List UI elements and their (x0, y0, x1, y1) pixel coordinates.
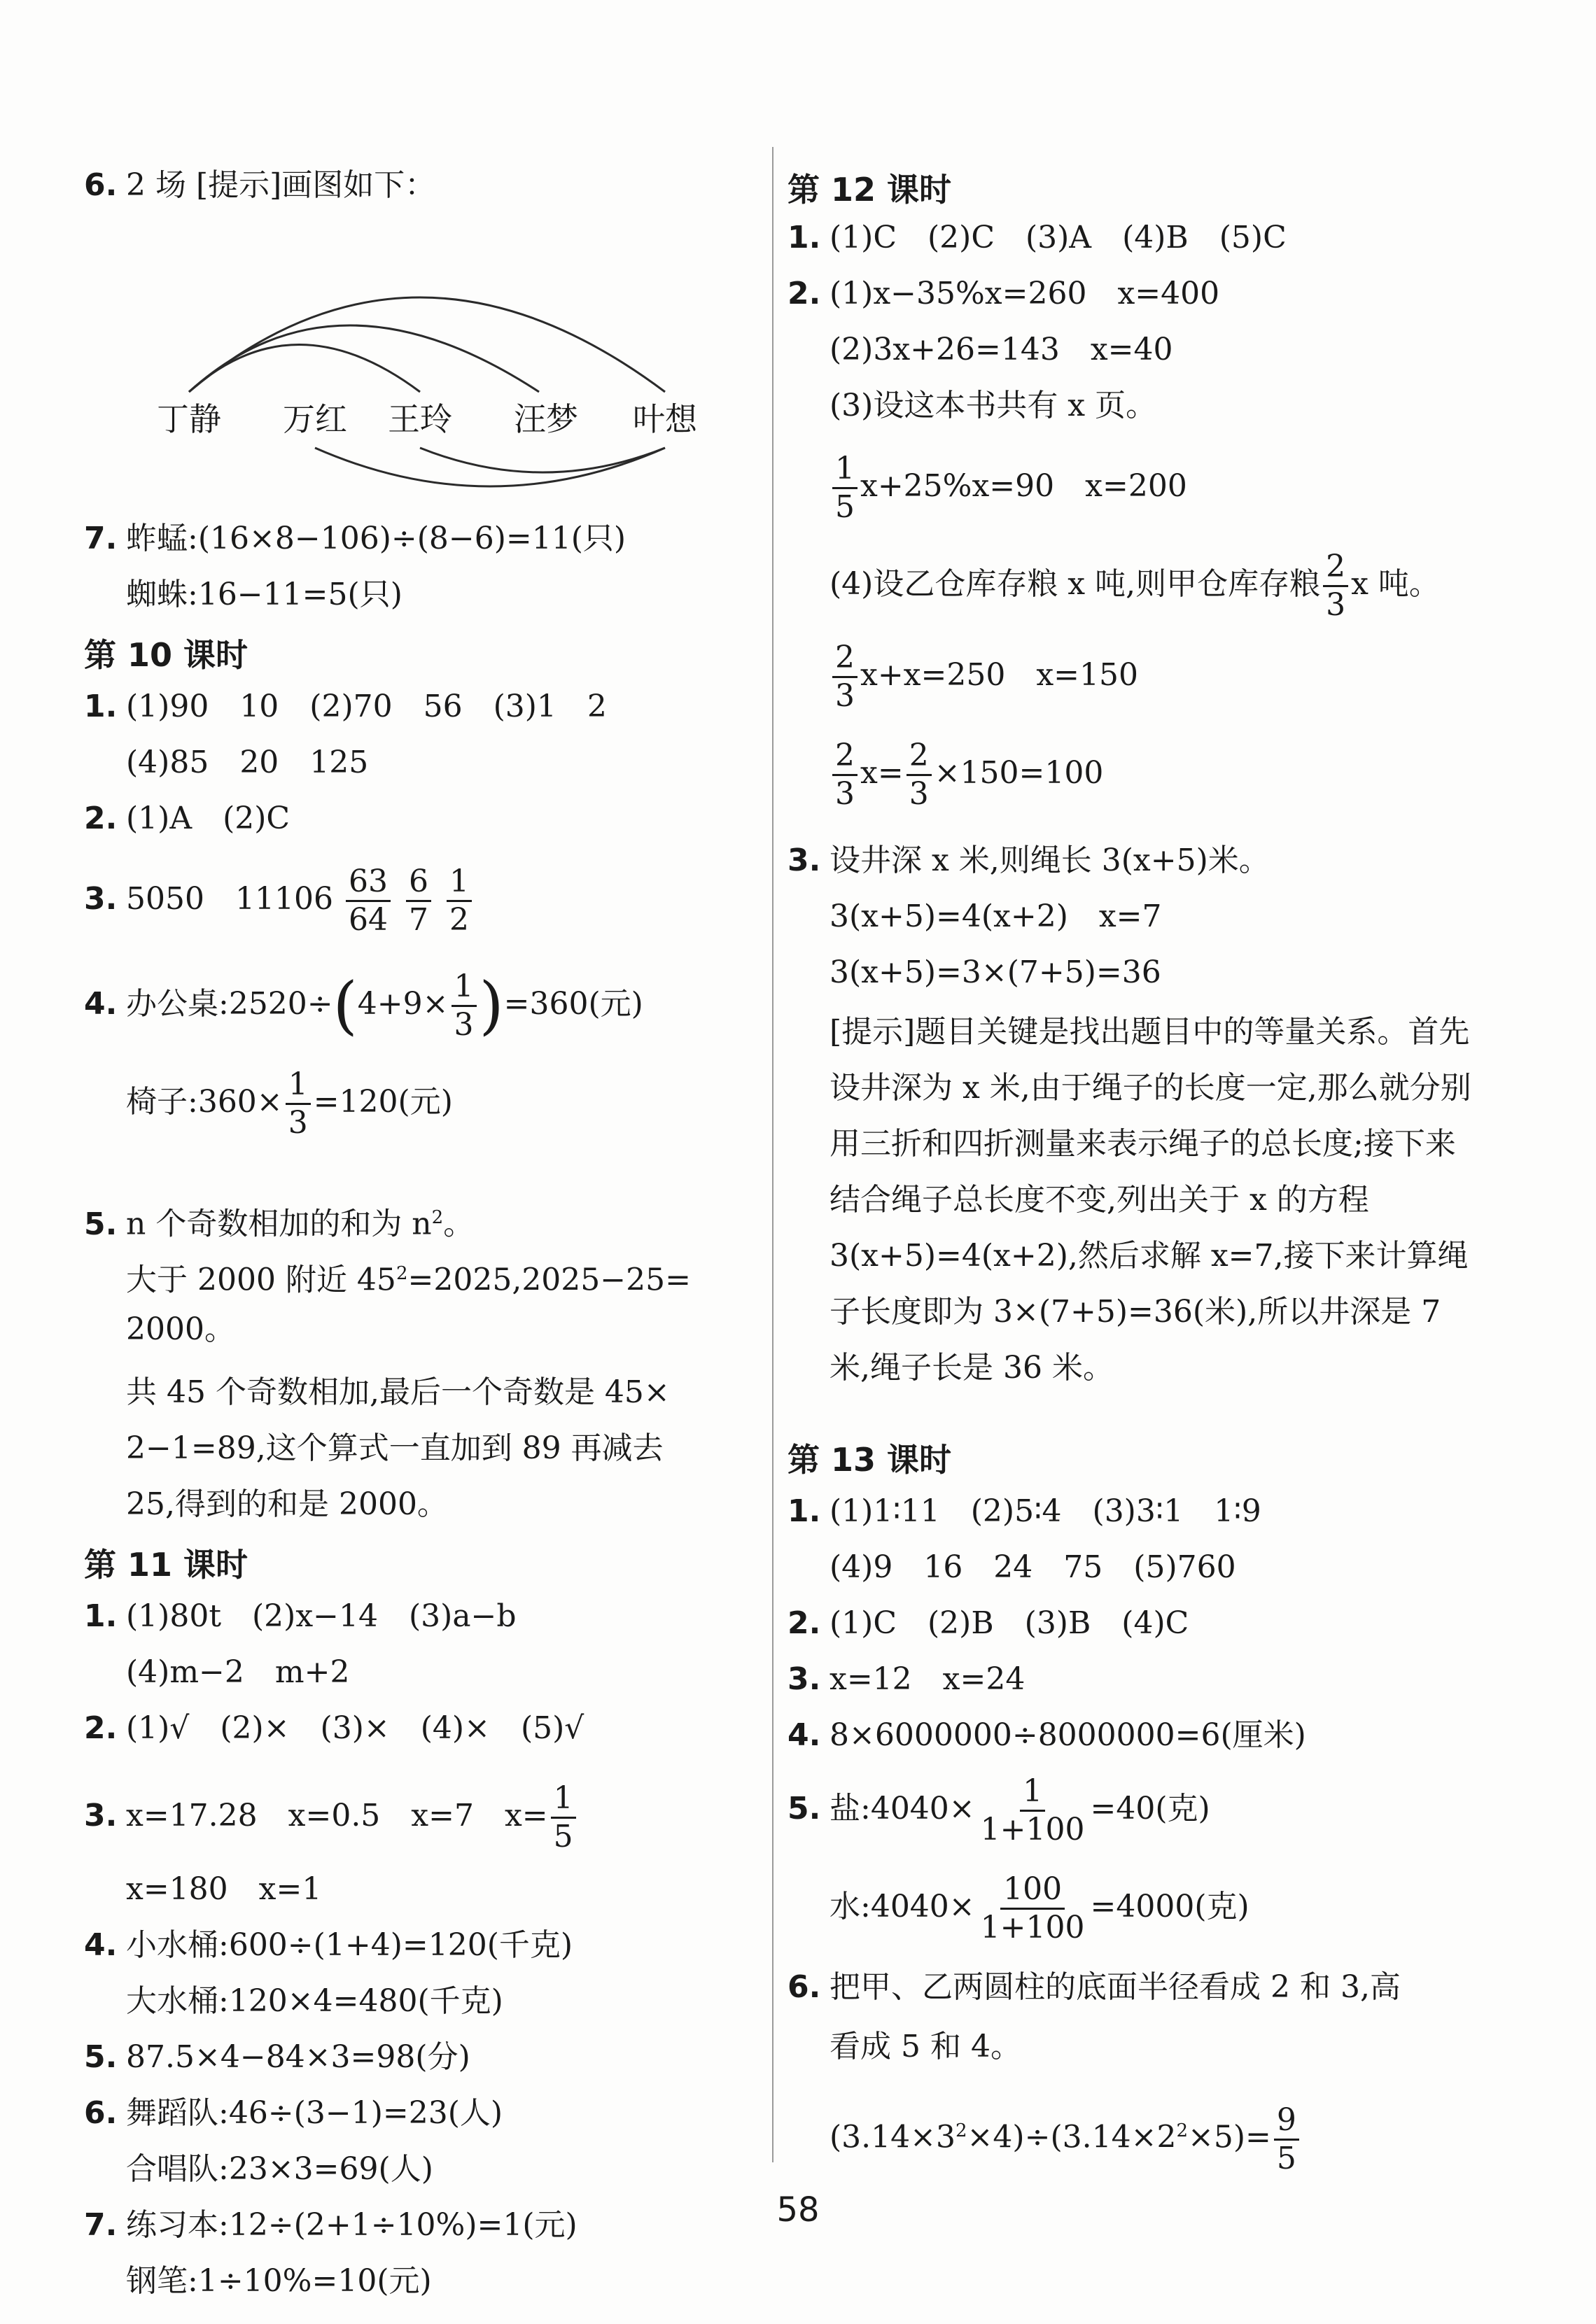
fraction: $\frac{1}{1+100}$ (980, 1773, 1085, 1847)
s10-q1: 1. (1)90 10 (2)70 56 (3)1 2 (84, 689, 607, 724)
s10-q5-line-f: 25,得到的和是 2000。 (126, 1486, 448, 1522)
s12-q3-line-c: 3(x+5)=3×(7+5)=36 (830, 955, 1161, 990)
s12-q2-line-c: (3)设这本书共有 x 页。 (830, 388, 1157, 423)
question-7: 7. 蚱蜢:(16×8−106)÷(8−6)=11(只) (84, 521, 626, 556)
s13-q6: 6. 把甲、乙两圆柱的底面半径看成 2 和 3,高 (788, 1969, 1401, 2005)
s13-q5: 5. 盐:4040× $\frac{1}{1+100}$ =40(克) (788, 1773, 1210, 1847)
section-13-title: 第 13 课时 (788, 1441, 952, 1479)
s12-q2-line-b: (2)3x+26=143 x=40 (830, 332, 1173, 367)
s11-q7-line-b: 钢笔:1÷10%=10(元) (126, 2263, 432, 2299)
fraction: $\frac{1}{3}$ (286, 1066, 311, 1141)
s10-q4: 4. 办公桌:2520÷(4+9× $\frac{1}{3}$ )=360(元) (84, 969, 643, 1043)
s12-q3-hint: [提示]题目关键是找出题目中的等量关系。首先设井深为 x 米,由于绳子的长度一定,那么就分别用三折和四折测量来表示绳子的总长度;接下来结合绳子总长度不变,列出关于 x 的方程 3(x+5)=4(x+2),然后求解 x=7,接下来计算绳子长度即为 3×(7+5)=36(米),所以井深是 7 米,绳子长是 36 米。 (830, 1014, 1471, 1386)
fraction: $\frac{1}{3}$ (451, 969, 477, 1043)
column-divider (772, 147, 774, 2162)
s11-q4-line-b: 大水桶:120×4=480(千克) (126, 1983, 503, 2019)
s10-q2: 2. (1)A (2)C (84, 801, 290, 836)
q7-line-b: 蜘蛛:16−11=5(只) (126, 577, 402, 612)
s13-q1-line-b: (4)9 16 24 75 (5)760 (830, 1549, 1236, 1585)
s11-q5: 5. 87.5×4−84×3=98(分) (84, 2039, 470, 2075)
fraction: $\frac{9}{5}$ (1274, 2102, 1299, 2177)
s10-q5-line-d: 共 45 个奇数相加,最后一个奇数是 45× (126, 1374, 670, 1410)
s12-q1: 1. (1)C (2)C (3)A (4)B (5)C (788, 220, 1287, 255)
s11-q2: 2. (1)√ (2)× (3)× (4)× (5)√ (84, 1710, 584, 1746)
s10-q3: 3. 5050 11106 $\frac{63}{64}$ $\frac{6}{7}$ $\frac{1}{2}$ (84, 861, 475, 938)
s11-q6-line-b: 合唱队:23×3=69(人) (126, 2151, 433, 2187)
s11-q4: 4. 小水桶:600÷(1+4)=120(千克) (84, 1927, 573, 1963)
s11-q3: 3. x=17.28 x=0.5 x=7 x= $\frac{1}{5}$ (84, 1777, 579, 1855)
s13-q4: 4. 8×6000000÷8000000=6(厘米) (788, 1717, 1306, 1753)
arc-dingjing-wangling (189, 345, 420, 393)
s10-q5: 5. n 个奇数相加的和为 $n^2$。 (84, 1206, 475, 1242)
s11-q7: 7. 练习本:12÷(2+1÷10%)=1(元) (84, 2207, 578, 2243)
s10-q4-line-b: 椅子:360× $\frac{1}{3}$ =120(元) (126, 1066, 453, 1141)
s10-q5-line-b: 大于 2000 附近 $45^2=2025,2025-25=$ (126, 1262, 692, 1298)
s11-q6: 6. 舞蹈队:46÷(3−1)=23(人) (84, 2095, 503, 2131)
s12-q2-line-g: $\frac{2}{3}$ x= $\frac{2}{3}$ ×150=100 (788, 735, 1103, 812)
fraction: $\frac{2}{3}$ (832, 640, 858, 714)
s10-q1-line-b: (4)85 20 125 (126, 745, 369, 780)
fraction: $\frac{63}{64}$ (346, 864, 391, 938)
name-wangling: 王玲 (388, 400, 452, 438)
s11-q1: 1. (1)80t (2)x−14 (3)a−b (84, 1598, 517, 1634)
s12-q2-line-d: $\frac{1}{5}$ x+25%x=90 x=200 (788, 448, 1187, 526)
fraction: $\frac{2}{3}$ (906, 738, 932, 812)
fraction: $\frac{1}{5}$ (832, 451, 858, 526)
match-diagram (84, 217, 756, 504)
name-wanhong: 万红 (283, 400, 347, 438)
s13-q3: 3. x=12 x=24 (788, 1661, 1026, 1697)
s11-q1-line-b: (4)m−2 m+2 (126, 1654, 350, 1690)
section-12-title: 第 12 课时 (788, 171, 952, 209)
s12-q2-line-f: $\frac{2}{3}$ x+x=250 x=150 (788, 637, 1138, 714)
s13-q6-line-c: $(3.14\times 3^2\times 4)\div(3.14\times 2^2\times 5)=$ $\frac{9}{5}$ (788, 2092, 1302, 2177)
arc-wangling-yexiang (420, 448, 665, 472)
section-10-title: 第 10 课时 (84, 636, 248, 674)
s13-q6-line-b: 看成 5 和 4。 (830, 2029, 1021, 2064)
s13-q5-line-b: 水:4040× $\frac{100}{1+100}$ =4000(克) (830, 1871, 1250, 1945)
s10-q5-line-c: 2000。 (126, 1311, 235, 1347)
s10-q5-line-e: 2−1=89,这个算式一直加到 89 再减去 (126, 1430, 664, 1466)
s12-q2: 2. (1)x−35%x=260 x=400 (788, 276, 1220, 311)
s12-q2-line-e: (4)设乙仓库存粮 x 吨,则甲仓库存粮 $\frac{2}{3}$ x 吨。 (830, 549, 1440, 623)
fraction: $\frac{100}{1+100}$ (980, 1871, 1085, 1945)
fraction: $\frac{1}{2}$ (447, 864, 472, 938)
s11-q3-line-b: x=180 x=1 (126, 1871, 322, 1907)
fraction: $\frac{2}{3}$ (1323, 549, 1348, 624)
section-11-title: 第 11 课时 (84, 1546, 248, 1584)
name-wangmeng: 汪梦 (514, 400, 578, 438)
question-6: 6. 2 场 [提示]画图如下： (84, 167, 436, 203)
fraction: $\frac{6}{7}$ (406, 864, 431, 938)
page-number: 58 (776, 2190, 820, 2230)
s13-q2: 2. (1)C (2)B (3)B (4)C (788, 1605, 1189, 1641)
fraction: $\frac{2}{3}$ (832, 738, 858, 812)
name-dingjing: 丁静 (157, 400, 221, 438)
name-yexiang: 叶想 (633, 400, 697, 438)
fraction: $\frac{1}{5}$ (551, 1780, 576, 1855)
s12-q3-line-b: 3(x+5)=4(x+2) x=7 (830, 899, 1162, 934)
s12-q3: 3. 设井深 x 米,则绳长 3(x+5)米。 (788, 843, 1270, 878)
s13-q1: 1. (1)1∶11 (2)5∶4 (3)3∶1 1∶9 (788, 1493, 1261, 1529)
